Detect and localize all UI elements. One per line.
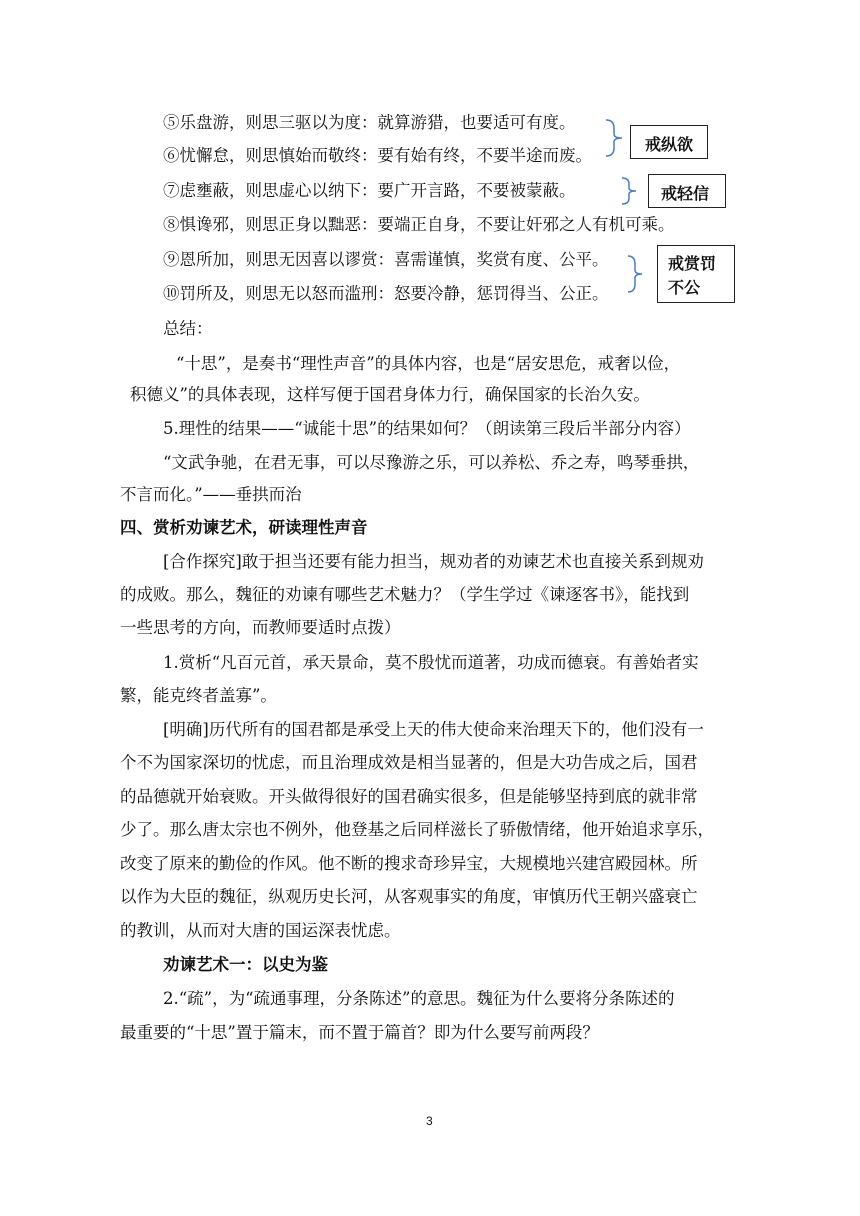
list-item-6: ⑥忧懈怠，则思慎始而敬终：要有始有终，不要半途而废。 (163, 146, 592, 165)
label-text: 戒纵欲 (645, 135, 694, 154)
summary-label: 总结： (163, 319, 213, 338)
question-5: 5.理性的结果——“诚能十思”的结果如何？（朗读第三段后半部分内容） (163, 419, 691, 438)
paragraph-line: 1.赏析“凡百元首，承天景命，莫不殷忧而道著，功成而德衰。有善始者实 (163, 653, 699, 672)
paragraph-line: 个不为国家深切的忧虑，而且治理成效是相当显著的，但是大功告成之后，国君 (120, 753, 698, 772)
page-number: 3 (426, 1114, 433, 1128)
list-item-7: ⑦虑壅蔽，则思虚心以纳下：要广开言路，不要被蒙蔽。 (163, 181, 576, 200)
brace-icon (626, 254, 646, 294)
summary-line: 积德义”的具体表现，这样写便于国君身体力行，确保国家的长治久安。 (130, 385, 650, 404)
label-text: 戒赏罚 (668, 254, 717, 273)
label-box-jie-shangfa (657, 245, 735, 303)
label-text: 戒轻信 (661, 184, 710, 203)
paragraph-line: 2.“疏”，为“疏通事理，分条陈述”的意思。魏征为什么要将分条陈述的 (163, 989, 675, 1008)
label-text: 不公 (668, 278, 701, 297)
summary-line: “十思”，是奏书“理性声音”的具体内容，也是“居安思危，戒奢以俭， (176, 354, 681, 373)
paragraph-line: [合作探究]敢于担当还要有能力担当，规劝者的劝谏艺术也直接关系到规劝 (163, 552, 704, 571)
answer-line: “文武争驰，在君无事，可以尽豫游之乐，可以养松、乔之寿，鸣琴垂拱， (163, 453, 700, 472)
paragraph-line: 最重要的“十思”置于篇末，而不置于篇首？即为什么要写前两段？ (120, 1023, 599, 1042)
paragraph-line: 繁，能克终者盖寡”。 (120, 686, 277, 705)
label-box-jie-qingxin (648, 174, 726, 208)
brace-icon (604, 118, 626, 158)
list-item-8: ⑧惧谗邪，则思正身以黜恶：要端正自身，不要让奸邪之人有机可乘。 (163, 215, 675, 234)
paragraph-line: 的品德就开始衰败。开头做得很好的国君确实很多，但是能够坚持到底的就非常 (120, 787, 698, 806)
answer-line: 不言而化。”——垂拱而治 (120, 485, 302, 504)
paragraph-line: 改变了原来的勤俭的作风。他不断的搜求奇珍异宝，大规模地兴建宫殿园林。所 (120, 854, 698, 873)
section-heading: 四、赏析劝谏艺术，研读理性声音 (120, 518, 368, 537)
label-box-jie-zongyu (630, 125, 708, 159)
brace-icon (620, 176, 640, 206)
list-item-10: ⑩罚所及，则思无以怒而滥刑：怒要冷静，惩罚得当、公正。 (163, 284, 609, 303)
paragraph-line: 以作为大臣的魏征，纵观历史长河，从客观事实的角度，审慎历代王朝兴盛衰亡 (120, 887, 698, 906)
paragraph-line: 少了。那么唐太宗也不例外，他登基之后同样滋长了骄傲情绪，他开始追求享乐， (120, 820, 714, 839)
paragraph-line: [明确]历代所有的国君都是承受上天的伟大使命来治理天下的，他们没有一 (163, 720, 704, 739)
paragraph-line: 一些思考的方向，而教师要适时点拨） (120, 618, 401, 637)
paragraph-line: 的教训，从而对大唐的国运深表忧虑。 (120, 921, 401, 940)
list-item-5: ⑤乐盘游，则思三驱以为度：就算游猎，也要适可有度。 (163, 113, 576, 132)
paragraph-line: 的成败。那么，魏征的劝谏有哪些艺术魅力？（学生学过《谏逐客书》，能找到 (120, 585, 690, 604)
subheading: 劝谏艺术一：以史为鉴 (163, 955, 328, 974)
list-item-9: ⑨恩所加，则思无因喜以谬赏：喜需谨慎，奖赏有度、公平。 (163, 250, 609, 269)
